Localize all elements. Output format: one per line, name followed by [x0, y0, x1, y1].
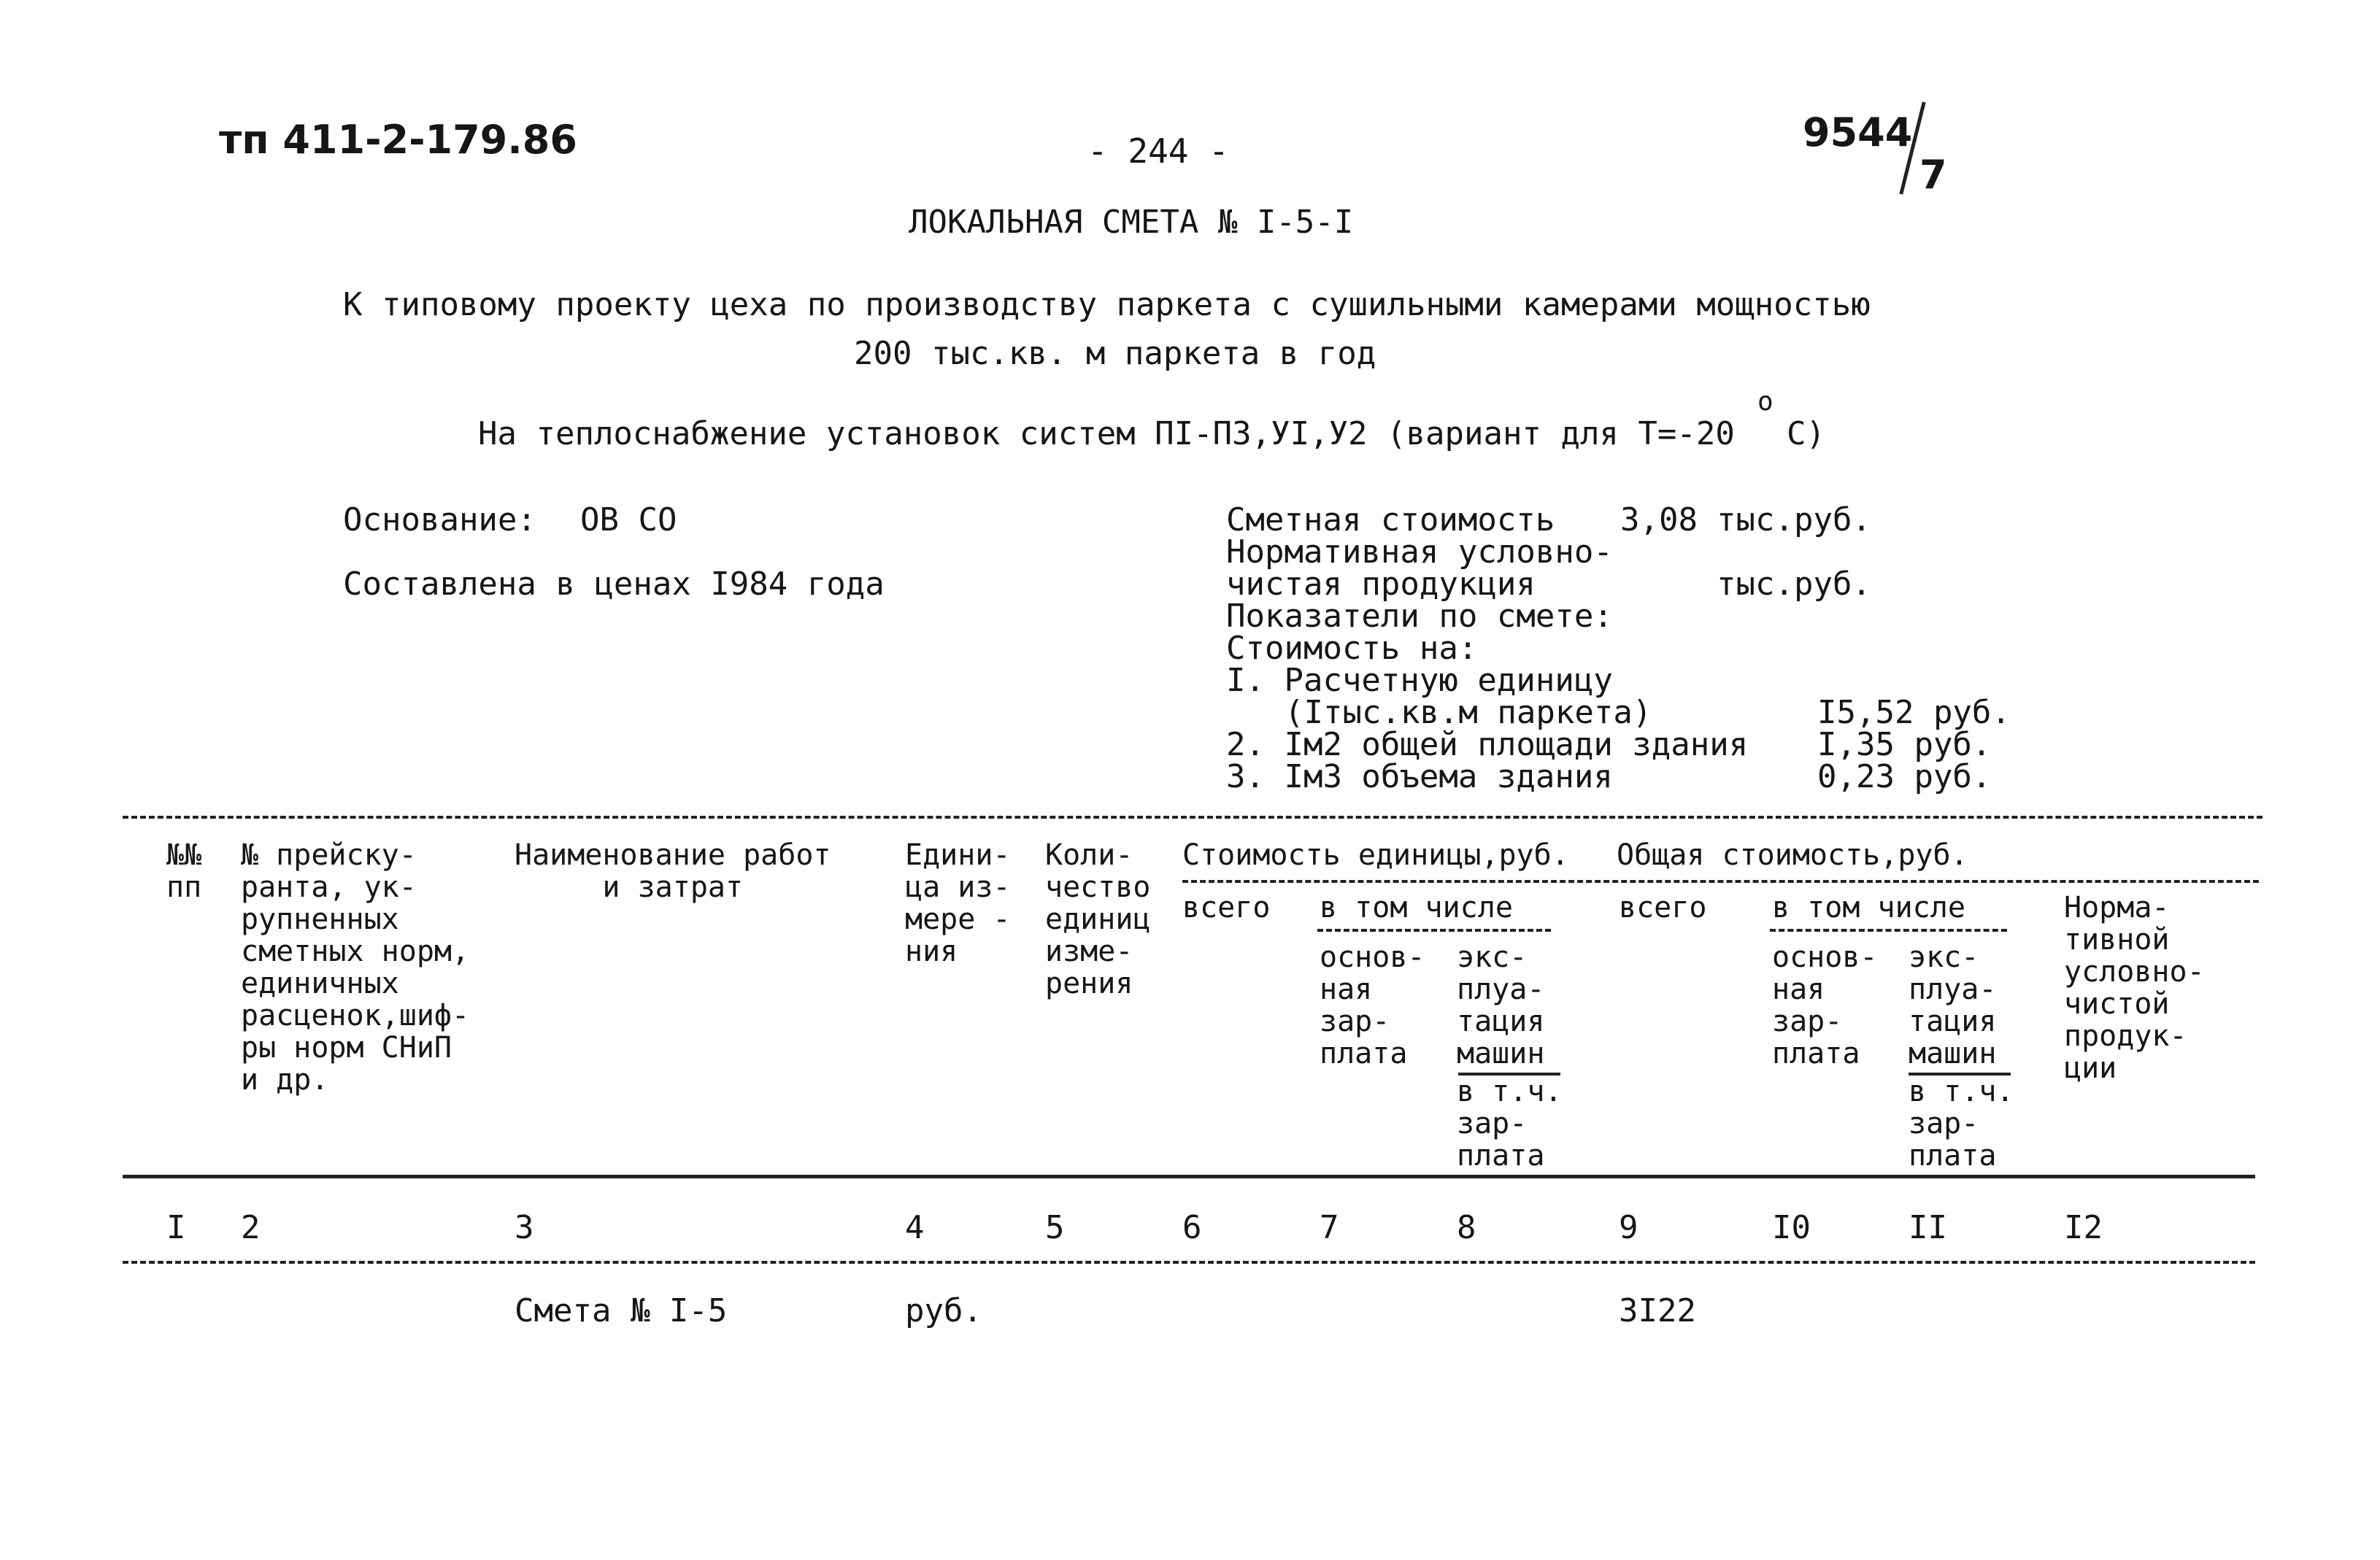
col-number-12: I2: [2064, 1209, 2103, 1246]
col-number-4: 4: [905, 1209, 925, 1246]
subtitle-line-1: К типовому проекту цеха по производству паркета с сушильными камерами мощностью: [343, 286, 1871, 323]
header-osn-unit: основ- ная зар- плата: [1320, 941, 1425, 1070]
header-osn-total: основ- ная зар- плата: [1772, 941, 1878, 1070]
basis-value: ОВ СО: [580, 501, 677, 538]
col-number-11: II: [1909, 1209, 1947, 1246]
header-bottom-rule: [123, 1175, 2255, 1178]
est-cost-label: Сметная стоимость: [1226, 501, 1555, 538]
project-code: тп 411-2-179.86: [219, 117, 577, 163]
col-number-3: 3: [515, 1209, 534, 1246]
header-vtom-total: в том числе: [1772, 891, 1965, 924]
item2-label: 2. Iм2 общей площади здания: [1226, 726, 1749, 763]
col-number-1: I: [166, 1209, 186, 1246]
norm-unit: тыс.руб.: [1717, 565, 1871, 603]
purpose-line: На теплоснабжение установок систем ПI-П3,УI,У2 (вариант для Т=-20: [478, 415, 1735, 452]
numbers-bottom-rule: [123, 1261, 2255, 1264]
norm-label-1: Нормативная условно-: [1226, 533, 1613, 571]
est-cost-value: 3,08: [1620, 501, 1698, 538]
vtom-rule-2: [1770, 929, 2007, 932]
col-number-2: 2: [241, 1209, 261, 1246]
item1-label-2: (Iтыс.кв.м паркета): [1285, 694, 1652, 731]
header-col-12: Норма- тивной условно- чистой продук- ции: [2064, 891, 2205, 1085]
sheet-sub-number: 7: [1919, 152, 1947, 198]
header-total-cost: Общая стоимость,руб.: [1617, 838, 1968, 872]
header-unit-cost: Стоимость единицы,руб.: [1182, 838, 1569, 872]
subtitle-line-2: 200 тыс.кв. м паркета в год: [854, 335, 1376, 372]
indicators-label: Показатели по смете:: [1226, 598, 1613, 635]
header-col-4: Едини- ца из- мере - ния: [905, 838, 1011, 968]
cost-subheader-rule: [1182, 880, 2259, 883]
header-col-3: Наименование работ и затрат: [515, 838, 831, 904]
document-title: ЛОКАЛЬНАЯ СМЕТА № I-5-I: [909, 204, 1354, 241]
col-number-10: I0: [1772, 1209, 1811, 1246]
header-vtch-total: в т.ч. зар- плата: [1909, 1075, 2014, 1173]
sheet-number: 9544: [1803, 109, 1913, 155]
row-unit: руб.: [905, 1292, 982, 1329]
col-number-5: 5: [1045, 1209, 1065, 1246]
purpose-tail: С): [1787, 415, 1825, 452]
norm-label-2: чистая продукция: [1226, 565, 1536, 603]
item3-value: 0,23 руб.: [1817, 758, 1992, 795]
row-total: 3I22: [1619, 1292, 1696, 1329]
header-col-1: №№ пп: [166, 838, 202, 904]
col-number-6: 6: [1182, 1209, 1202, 1246]
item2-value: I,35 руб.: [1817, 726, 1992, 763]
header-vsego-unit: всего: [1182, 891, 1271, 924]
header-vtch-unit: в т.ч. зар- плата: [1457, 1075, 1563, 1173]
header-eksp-total: экс- плуа- тация машин: [1909, 941, 1997, 1070]
col-number-8: 8: [1457, 1209, 1476, 1246]
header-col-2: № прейску- ранта, ук- рупненных сметных норм, единичных расценок,шиф- ры норм СНиП и др.: [241, 838, 470, 1097]
header-vsego-total: всего: [1619, 891, 1707, 924]
table-top-rule: [123, 816, 2262, 819]
header-col-5: Коли- чество единиц изме- рения: [1045, 838, 1151, 1000]
prices-note: Составлена в ценах I984 года: [343, 565, 885, 603]
header-vtom-unit: в том числе: [1320, 891, 1513, 924]
col-number-7: 7: [1320, 1209, 1339, 1246]
est-cost-unit: тыс.руб.: [1717, 501, 1871, 538]
row-name: Смета № I-5: [515, 1292, 728, 1329]
col-number-9: 9: [1619, 1209, 1638, 1246]
header-eksp-unit: экс- плуа- тация машин: [1457, 941, 1545, 1070]
degree-mark: о: [1757, 387, 1774, 417]
basis-label: Основание:: [343, 501, 536, 538]
vtom-rule-1: [1317, 929, 1551, 932]
item1-label-1: I. Расчетную единицу: [1226, 662, 1613, 699]
cost-on-label: Стоимость на:: [1226, 630, 1478, 667]
item1-value: I5,52 руб.: [1817, 694, 2011, 731]
item3-label: 3. Iм3 объема здания: [1226, 758, 1613, 795]
page-number: - 244 -: [1087, 131, 1229, 171]
